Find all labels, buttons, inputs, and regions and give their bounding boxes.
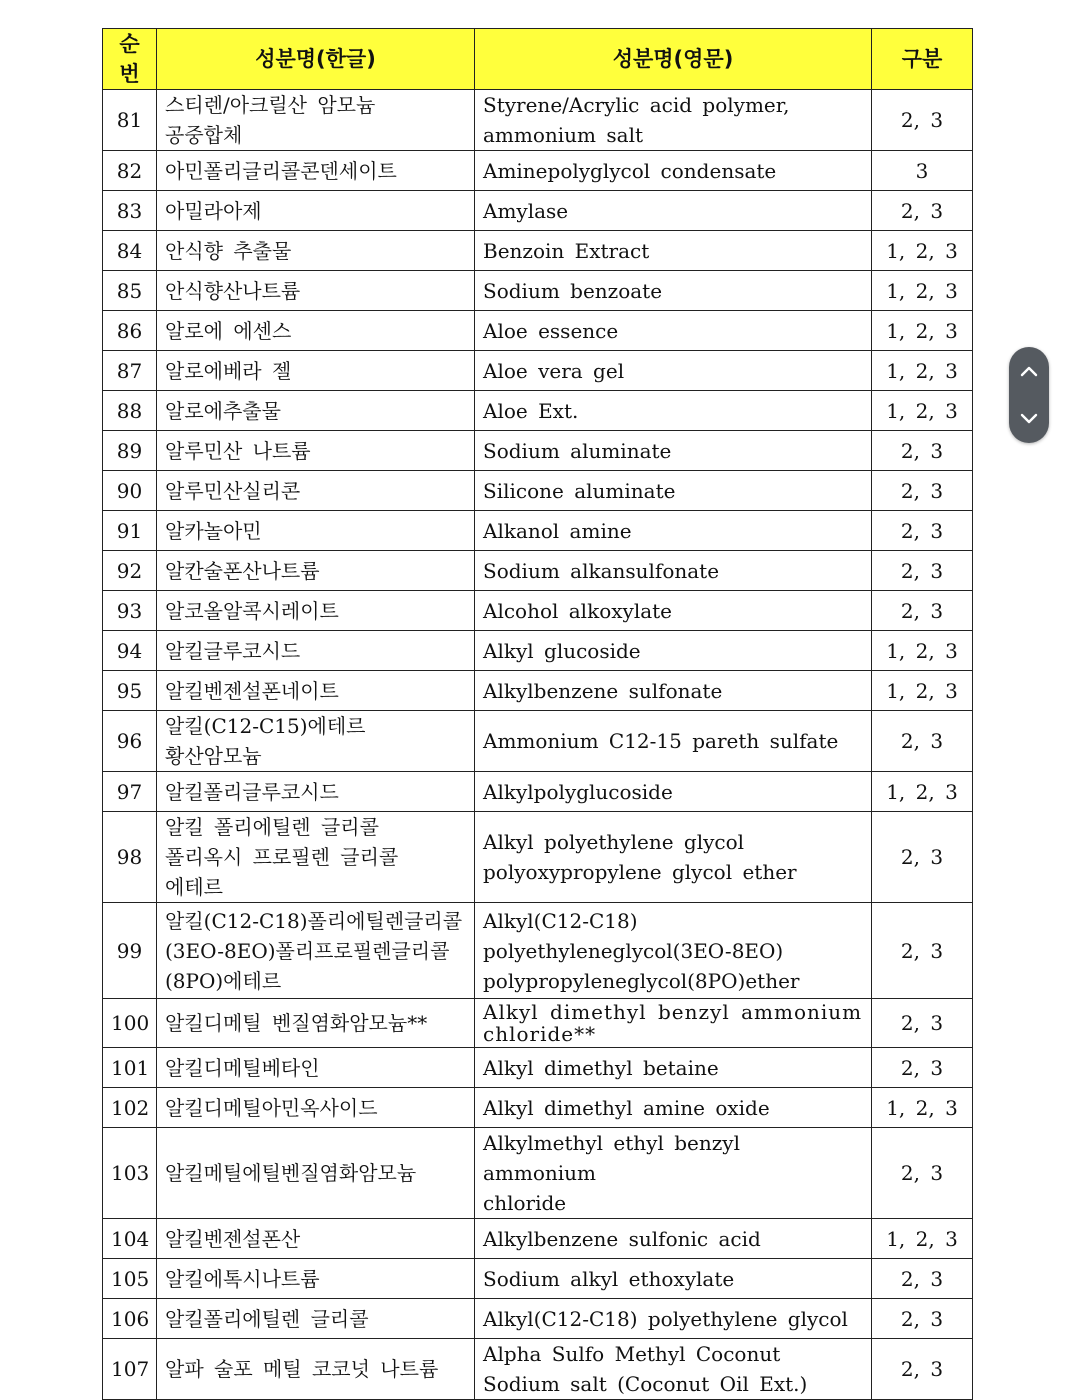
korean-name: 알코올알콕시레이트 [157, 591, 475, 631]
table-row [103, 151, 973, 191]
header-no: 순번 [103, 29, 157, 90]
row-number: 88 [103, 391, 157, 431]
korean-name: 알킬디메틸아민옥사이드 [157, 1088, 475, 1128]
table-row [103, 391, 973, 431]
row-number: 98 [103, 812, 157, 903]
header-korean-name: 성분명(한글) [157, 29, 475, 90]
category: 1, 2, 3 [872, 311, 973, 351]
table-row [103, 311, 973, 351]
category: 1, 2, 3 [872, 631, 973, 671]
row-number: 96 [103, 711, 157, 772]
table-row [103, 1259, 973, 1299]
korean-name: 알칸술폰산나트륨 [157, 551, 475, 591]
english-name: Sodium benzoate [475, 271, 872, 311]
row-number: 81 [103, 90, 157, 151]
table-row [103, 191, 973, 231]
english-name: Alkyl glucoside [475, 631, 872, 671]
english-name: Silicone aluminate [475, 471, 872, 511]
english-name: Styrene/Acrylic acid polymer, ammonium salt [475, 90, 872, 151]
header-category: 구분 [872, 29, 973, 90]
english-name: Alkanol amine [475, 511, 872, 551]
korean-name: 알킬(C12-C18)폴리에틸렌글리콜 (3EO-8EO)폴리프로필렌글리콜 (8PO)에테르 [157, 903, 475, 999]
row-number: 86 [103, 311, 157, 351]
row-number: 95 [103, 671, 157, 711]
english-name: Aloe vera gel [475, 351, 872, 391]
category: 2, 3 [872, 511, 973, 551]
row-number: 94 [103, 631, 157, 671]
table-row [103, 711, 973, 772]
english-name: Alkylbenzene sulfonate [475, 671, 872, 711]
category: 2, 3 [872, 812, 973, 903]
korean-name: 알카놀아민 [157, 511, 475, 551]
table-row [103, 1048, 973, 1088]
english-name-text: Alkyl dimethyl benzyl ammonium chloride** [483, 1000, 863, 1046]
table-row [103, 772, 973, 812]
row-number: 84 [103, 231, 157, 271]
category: 2, 3 [872, 1259, 973, 1299]
row-number: 105 [103, 1259, 157, 1299]
table-row [103, 671, 973, 711]
english-name: Alkyl(C12-C18) polyethylene glycol [475, 1299, 872, 1339]
english-name: Alkyl dimethyl betaine [475, 1048, 872, 1088]
korean-name: 알킬에톡시나트륨 [157, 1259, 475, 1299]
category: 2, 3 [872, 1128, 973, 1219]
korean-name: 알파 술포 메틸 코코넛 나트륨 [157, 1339, 475, 1400]
row-number: 102 [103, 1088, 157, 1128]
korean-name: 알킬폴리에틸렌 글리콜 [157, 1299, 475, 1339]
english-name: Alkylbenzene sulfonic acid [475, 1219, 872, 1259]
english-name: Sodium alkyl ethoxylate [475, 1259, 872, 1299]
table-row [103, 511, 973, 551]
category: 2, 3 [872, 431, 973, 471]
table-row [103, 231, 973, 271]
english-name: Aminepolyglycol condensate [475, 151, 872, 191]
table-row [103, 1339, 973, 1400]
korean-name: 알킬메틸에틸벤질염화암모늄 [157, 1128, 475, 1219]
table-row [103, 812, 973, 903]
row-number: 83 [103, 191, 157, 231]
row-number: 101 [103, 1048, 157, 1088]
english-name: Alkyl(C12-C18) polyethyleneglycol(3EO-8EO) polypropyleneglycol(8PO)ether [475, 903, 872, 999]
row-number: 93 [103, 591, 157, 631]
row-number: 106 [103, 1299, 157, 1339]
category: 2, 3 [872, 591, 973, 631]
korean-name: 알킬벤젠설폰산 [157, 1219, 475, 1259]
korean-name: 안식향 추출물 [157, 231, 475, 271]
english-name: Amylase [475, 191, 872, 231]
row-number: 89 [103, 431, 157, 471]
korean-name: 알루민산실리콘 [157, 471, 475, 511]
category: 1, 2, 3 [872, 391, 973, 431]
english-name: Aloe Ext. [475, 391, 872, 431]
english-name: Sodium aluminate [475, 431, 872, 471]
english-name: Alkyl dimethyl amine oxide [475, 1088, 872, 1128]
row-number: 87 [103, 351, 157, 391]
chevron-up-icon [1020, 365, 1038, 377]
chevron-down-icon [1020, 413, 1038, 425]
korean-name: 아민폴리글리콜콘덴세이트 [157, 151, 475, 191]
korean-name: 안식향산나트륨 [157, 271, 475, 311]
english-name: Alkylpolyglucoside [475, 772, 872, 812]
table-row [103, 1299, 973, 1339]
english-name: Alcohol alkoxylate [475, 591, 872, 631]
korean-name: 알킬(C12-C15)에테르 황산암모늄 [157, 711, 475, 772]
category: 2, 3 [872, 1339, 973, 1400]
korean-name: 알로에베라 젤 [157, 351, 475, 391]
category: 2, 3 [872, 1299, 973, 1339]
korean-name: 알킬글루코시드 [157, 631, 475, 671]
table-row [103, 1128, 973, 1219]
korean-name: 알킬디메틸베타인 [157, 1048, 475, 1088]
row-number: 103 [103, 1128, 157, 1219]
row-number: 97 [103, 772, 157, 812]
category: 1, 2, 3 [872, 231, 973, 271]
category: 1, 2, 3 [872, 772, 973, 812]
table-row [103, 903, 973, 999]
english-name [475, 999, 872, 1048]
row-number: 100 [103, 999, 157, 1048]
table-row [103, 90, 973, 151]
category: 2, 3 [872, 903, 973, 999]
row-number: 107 [103, 1339, 157, 1400]
category: 2, 3 [872, 999, 973, 1048]
row-number: 82 [103, 151, 157, 191]
table-row [103, 351, 973, 391]
table-row [103, 1219, 973, 1259]
category: 1, 2, 3 [872, 271, 973, 311]
korean-name: 알킬벤젠설폰네이트 [157, 671, 475, 711]
header-english-name: 성분명(영문) [475, 29, 872, 90]
category: 3 [872, 151, 973, 191]
english-name: Sodium alkansulfonate [475, 551, 872, 591]
table-row [103, 1088, 973, 1128]
ingredient-table [102, 28, 973, 1400]
row-number: 99 [103, 903, 157, 999]
category: 1, 2, 3 [872, 671, 973, 711]
row-number: 91 [103, 511, 157, 551]
category: 1, 2, 3 [872, 1088, 973, 1128]
korean-name: 스티렌/아크릴산 암모늄 공중합체 [157, 90, 475, 151]
table-header-row [103, 29, 973, 90]
scroll-down-button[interactable] [1009, 395, 1049, 443]
row-number: 85 [103, 271, 157, 311]
korean-name: 알킬폴리글루코시드 [157, 772, 475, 812]
category: 2, 3 [872, 471, 973, 511]
korean-name: 아밀라아제 [157, 191, 475, 231]
table-row [103, 631, 973, 671]
korean-name: 알로에 에센스 [157, 311, 475, 351]
category: 2, 3 [872, 90, 973, 151]
category: 1, 2, 3 [872, 1219, 973, 1259]
korean-name: 알킬디메틸 벤질염화암모늄** [157, 999, 475, 1048]
korean-name: 알로에추출물 [157, 391, 475, 431]
page-scroll-control [1009, 347, 1049, 443]
row-number: 104 [103, 1219, 157, 1259]
english-name: Benzoin Extract [475, 231, 872, 271]
category: 2, 3 [872, 711, 973, 772]
table-row [103, 471, 973, 511]
english-name: Aloe essence [475, 311, 872, 351]
category: 2, 3 [872, 1048, 973, 1088]
category: 1, 2, 3 [872, 351, 973, 391]
korean-name: 알루민산 나트륨 [157, 431, 475, 471]
category: 2, 3 [872, 191, 973, 231]
row-number: 90 [103, 471, 157, 511]
english-name: Ammonium C12-15 pareth sulfate [475, 711, 872, 772]
scroll-up-button[interactable] [1009, 347, 1049, 395]
table-row [103, 591, 973, 631]
english-name: Alpha Sulfo Methyl Coconut Sodium salt (Coconut Oil Ext.) [475, 1339, 872, 1400]
table-row [103, 431, 973, 471]
row-number: 92 [103, 551, 157, 591]
english-name: Alkyl polyethylene glycol polyoxypropylene glycol ether [475, 812, 872, 903]
table-row [103, 271, 973, 311]
table-row [103, 999, 973, 1048]
category: 2, 3 [872, 551, 973, 591]
table-row [103, 551, 973, 591]
english-name: Alkylmethyl ethyl benzyl ammonium chloride [475, 1128, 872, 1219]
korean-name: 알킬 폴리에틸렌 글리콜 폴리옥시 프로필렌 글리콜 에테르 [157, 812, 475, 903]
